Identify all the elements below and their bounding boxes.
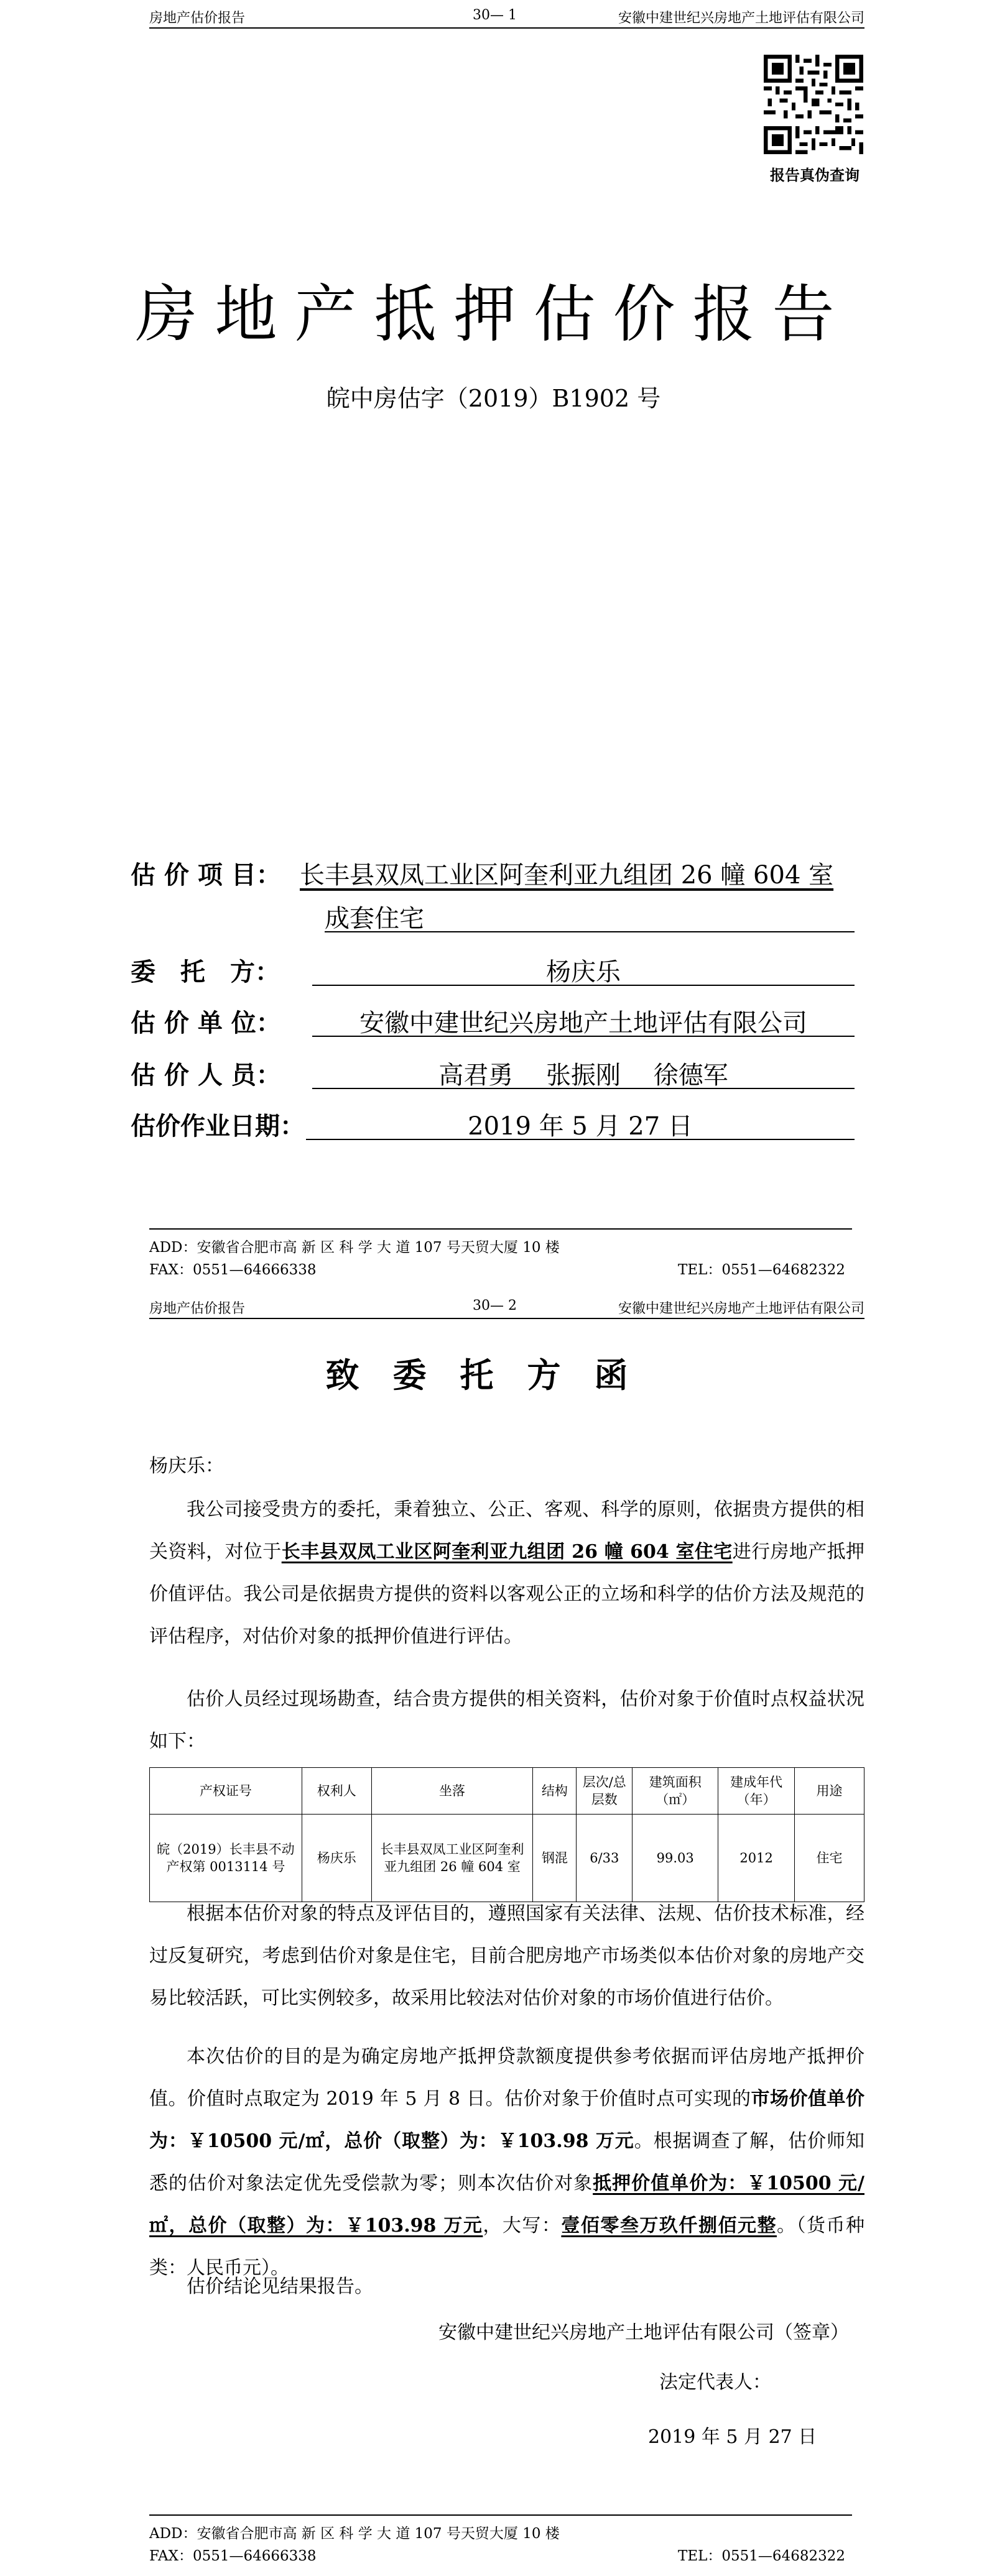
page-footer-2 — [149, 2514, 864, 2570]
report-title: 房地产抵押估价报告 — [135, 278, 852, 351]
footer-tel: TEL：0551—64682322 — [678, 2548, 846, 2564]
table-header-cell: 权利人 — [302, 1768, 371, 1815]
field-date-label: 估价作业日期： — [131, 1111, 305, 1141]
page-header — [149, 1295, 864, 1319]
field-project-value-line1: 长丰县双凤工业区阿奎利亚九组团 26 幢 604 室 — [300, 861, 834, 890]
header-company: 安徽中建世纪兴房地产土地评估有限公司 — [618, 11, 864, 26]
header-left: 房地产估价报告 — [149, 11, 246, 26]
paragraph-conclusion: 估价结论见结果报告。 — [187, 2276, 373, 2298]
table-header-cell: 产权证号 — [150, 1768, 302, 1815]
table-cell: 杨庆乐 — [302, 1815, 371, 1902]
field-appraisers — [131, 1053, 864, 1090]
salutation: 杨庆乐： — [149, 1455, 224, 1477]
table-cell: 99.03 — [633, 1815, 718, 1902]
table-cell: 住宅 — [795, 1815, 864, 1902]
para1-text-a: 我公司接受贵方的委托，秉着独立、公正、客观、科学的原则，依据贵方提供的相关资料，对位于 — [149, 1499, 864, 1563]
footer-fax: FAX：0551—64666338 — [149, 2548, 317, 2564]
table-cell: 6/33 — [577, 1815, 633, 1902]
footer-rule — [149, 2514, 852, 2516]
footer-address: ADD：安徽省合肥市高 新 区 科 学 大 道 107 号天贸大厦 10 楼 — [149, 1240, 560, 1256]
table-header-cell: 建成年代（年） — [718, 1768, 795, 1815]
footer-fax: FAX：0551—64666338 — [149, 1262, 317, 1278]
page-header — [149, 5, 864, 29]
para4-text-g: 。（货币种类：人民币元）。 — [149, 2215, 864, 2279]
sign-date: 2019 年 5 月 27 日 — [648, 2426, 817, 2448]
qr-code-icon[interactable] — [764, 55, 863, 154]
para4-text-c: 。根据调查了解，估价师知悉的估价对象法定优先受偿款为零；则本次估价对象 — [149, 2130, 865, 2194]
market-value: 市场价值单价为：￥10500 元/㎡，总价（取整）为：￥103.98 万元 — [149, 2088, 864, 2152]
para4-text-e: ，大写： — [483, 2215, 562, 2237]
field-unit-value: 安徽中建世纪兴房地产土地评估有限公司 — [312, 1003, 855, 1037]
header-page-number: 30— 2 — [473, 1298, 517, 1313]
table-cell: 长丰县双凤工业区阿奎利亚九组团 26 幢 604 室 — [371, 1815, 533, 1902]
legal-representative: 法定代表人： — [659, 2371, 771, 2393]
qr-caption: 报告真伪查询 — [770, 166, 860, 184]
field-staff-value: 高君勇 张振刚 徐德军 — [312, 1056, 855, 1089]
field-project-line2 — [131, 896, 864, 934]
table-header-cell: 坐落 — [371, 1768, 533, 1815]
field-unit-label: 估 价 单 位： — [131, 1008, 281, 1037]
header-company: 安徽中建世纪兴房地产土地评估有限公司 — [618, 1301, 864, 1317]
field-work-date — [131, 1104, 864, 1141]
paragraph-inspection: 估价人员经过现场勘查，结合贵方提供的相关资料，估价对象于价值时点权益状况如下： — [149, 1688, 864, 1752]
paragraph-entrustment — [149, 1489, 864, 1658]
field-date-value: 2019 年 5 月 27 日 — [306, 1106, 855, 1140]
table-row — [150, 1815, 864, 1902]
letter-title: 致委托方函 — [325, 1355, 662, 1395]
table-cell: 2012 — [718, 1815, 795, 1902]
field-staff-label: 估 价 人 员： — [131, 1060, 281, 1090]
table-cell: 皖（2019）长丰县不动产权第 0013114 号 — [150, 1815, 302, 1902]
field-project-value-line2: 成套住宅 — [325, 899, 855, 932]
property-address: 长丰县双凤工业区阿奎利亚九组团 26 幢 604 室住宅 — [281, 1541, 733, 1563]
table-header-cell: 建筑面积（㎡） — [633, 1768, 718, 1815]
property-info-table — [149, 1767, 864, 1902]
document-number: 皖中房估字（2019）B1902 号 — [326, 385, 661, 412]
field-project — [131, 853, 864, 890]
field-client-value: 杨庆乐 — [312, 952, 855, 986]
table-header-cell: 用途 — [795, 1768, 864, 1815]
value-in-words: 壹佰零叁万玖仟捌佰元整 — [561, 2215, 777, 2237]
header-page-number: 30— 1 — [473, 7, 517, 23]
table-header-row — [150, 1768, 864, 1815]
mortgage-value: 抵押价值单价为：￥10500 元/㎡，总价（取整）为：￥103.98 万元 — [149, 2173, 864, 2237]
footer-rule — [149, 1228, 852, 1230]
field-appraisal-unit — [131, 1001, 864, 1038]
signer-company: 安徽中建世纪兴房地产土地评估有限公司（签章） — [438, 2322, 849, 2344]
para1-text-c: 进行房地产抵押价值评估。我公司是依据贵方提供的资料以客观公正的立场和科学的估价方法及规范的评估程序，对估价对象的抵押价值进行评估。 — [149, 1541, 865, 1647]
header-left: 房地产估价报告 — [149, 1301, 246, 1317]
field-project-label: 估 价 项 目： — [131, 860, 281, 890]
page-footer — [149, 1228, 864, 1284]
table-header-cell: 结构 — [533, 1768, 577, 1815]
field-client-label: 委 托 方： — [131, 957, 280, 987]
table-header-cell: 层次/总层数 — [577, 1768, 633, 1815]
field-client — [131, 950, 864, 987]
paragraph-method: 根据本估价对象的特点及评估目的，遵照国家有关法律、法规、估价技术标准，经过反复研究，考虑到估价对象是住宅，目前合肥房地产市场类似本估价对象的房地产交易比较活跃，可比实例较多，故采用比较法对估价对象的市场价值进行估价。 — [149, 1903, 864, 2009]
footer-tel: TEL：0551—64682322 — [678, 1262, 846, 1278]
footer-address: ADD：安徽省合肥市高 新 区 科 学 大 道 107 号天贸大厦 10 楼 — [149, 2526, 560, 2542]
para4-text-a: 本次估价的目的是为确定房地产抵押贷款额度提供参考依据而评估房地产抵押价值。价值时点取定为 2019 年 5 月 8 日。估价对象于价值时点可实现的 — [149, 2046, 864, 2110]
paragraph-valuation — [149, 2036, 864, 2289]
table-cell: 钢混 — [533, 1815, 577, 1902]
